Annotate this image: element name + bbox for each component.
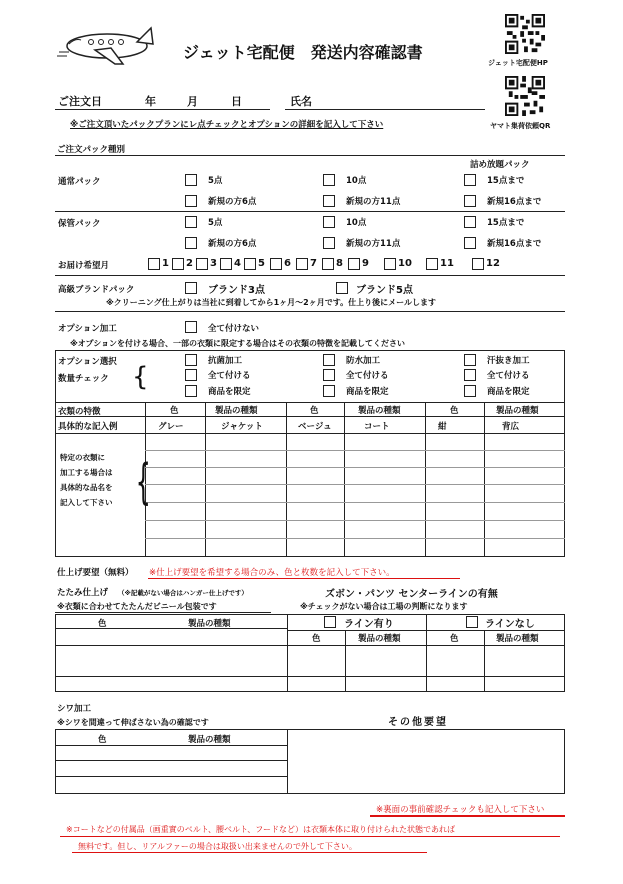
storage-new6-checkbox[interactable]: [185, 237, 197, 249]
month-12-label: 12: [486, 258, 500, 269]
example-color-2: 紺: [438, 422, 447, 432]
normal-pack-label: 通常パック: [58, 177, 101, 187]
month-2-checkbox[interactable]: [172, 258, 184, 270]
normal-new16-label: 新規16点まで: [487, 197, 542, 207]
pack-section-label: ご注文パック種別: [57, 145, 126, 155]
fold-note: ※衣類に合わせてたたんだビニール包装です: [57, 602, 217, 611]
normal-15-checkbox[interactable]: [464, 174, 476, 186]
option-2-all-checkbox[interactable]: [464, 369, 476, 381]
qr-code-yamato-icon: [505, 76, 545, 116]
storage-new11-checkbox[interactable]: [323, 237, 335, 249]
crease-note: ※チェックがない場合は工場の判断になります: [300, 602, 468, 611]
normal-new16-checkbox[interactable]: [464, 195, 476, 207]
finish-label: 仕上げ要望（無料）: [57, 568, 134, 578]
storage-15-label: 15点まで: [487, 218, 525, 228]
feature-color-header-2: 色: [450, 406, 459, 416]
qr1-caption: ジェット宅配便HP: [488, 59, 548, 67]
name-label: 氏名: [290, 95, 312, 108]
fold-color-header: 色: [98, 619, 107, 629]
fold-sub: （※記載がない場合はハンガー仕上げです）: [118, 589, 248, 597]
other-requests-title: その他要望: [388, 717, 448, 728]
month-12-checkbox[interactable]: [472, 258, 484, 270]
order-year: 年: [145, 95, 156, 108]
option-note: ※オプションを付ける場合、一部の衣類に限定する場合はその衣類の特徴を記載してください: [70, 339, 406, 348]
option-1-all-checkbox[interactable]: [323, 369, 335, 381]
qr2-caption: ヤマト集荷依頼QR: [490, 122, 551, 130]
option-none-checkbox[interactable]: [185, 321, 197, 333]
line-yes-color-header: 色: [312, 634, 321, 644]
option-0-name-label: 抗菌加工: [208, 356, 243, 366]
option-label: オプション加工: [58, 324, 117, 334]
order-day: 日: [231, 95, 242, 108]
example-type-0: ジャケット: [221, 422, 263, 432]
example-label: 具体的な記入例: [58, 422, 118, 432]
storage-new16-checkbox[interactable]: [464, 237, 476, 249]
wrinkle-color-header: 色: [98, 735, 107, 745]
crease-title: ズボン・パンツ センターラインの有無: [325, 589, 498, 600]
feature-label: 衣類の特徴: [58, 407, 101, 417]
storage-new6-label: 新規の方6点: [208, 239, 257, 249]
qty-check-label: 数量チェック: [58, 374, 109, 384]
storage-pack-label: 保管パック: [58, 219, 101, 229]
order-date-label: ご注文日: [58, 95, 102, 108]
line-no-color-header: 色: [450, 634, 459, 644]
month-8-label: 8: [336, 258, 343, 269]
feature-type-header-0: 製品の種類: [215, 406, 258, 416]
line-no-type-header: 製品の種類: [496, 634, 539, 644]
brace-icon: {: [132, 362, 149, 392]
normal-15-label: 15点まで: [487, 176, 525, 186]
example-type-2: 背広: [502, 422, 520, 432]
month-10-checkbox[interactable]: [384, 258, 396, 270]
brand-3-checkbox[interactable]: [185, 282, 197, 294]
option-1-limit-checkbox[interactable]: [323, 385, 335, 397]
month-1-label: 1: [162, 258, 169, 269]
airplane-logo-icon: [55, 22, 155, 66]
option-1-all-label: 全て付ける: [346, 371, 389, 381]
month-1-checkbox[interactable]: [148, 258, 160, 270]
line-yes-type-header: 製品の種類: [358, 634, 401, 644]
storage-5-checkbox[interactable]: [185, 216, 197, 228]
option-select-label: オプション選択: [58, 357, 117, 367]
option-none-label: 全て付けない: [208, 324, 260, 334]
delivery-month-label: お届け希望月: [58, 261, 110, 271]
line-no-checkbox[interactable]: [466, 616, 478, 628]
feature-type-header-2: 製品の種類: [496, 406, 539, 416]
month-11-checkbox[interactable]: [426, 258, 438, 270]
storage-5-label: 5点: [208, 218, 223, 228]
header-instruction: ※ご注文頂いたパックプランにレ点チェックとオプションの詳細を記入して下さい: [70, 120, 384, 130]
specify-line-2: 加工する場合は: [60, 468, 113, 477]
line-no-label: ラインなし: [485, 619, 535, 630]
wrinkle-note: ※シワを間違って伸ばさない為の確認です: [57, 718, 209, 727]
normal-new11-label: 新規の方11点: [346, 197, 401, 207]
option-0-limit-label: 商品を限定: [208, 387, 251, 397]
normal-new6-label: 新規の方6点: [208, 197, 257, 207]
option-2-all-label: 全て付ける: [487, 371, 530, 381]
option-0-all-checkbox[interactable]: [185, 369, 197, 381]
normal-5-checkbox[interactable]: [185, 174, 197, 186]
storage-new11-label: 新規の方11点: [346, 239, 401, 249]
option-2-limit-checkbox[interactable]: [464, 385, 476, 397]
feature-color-header-0: 色: [170, 406, 179, 416]
qr-code-hp-icon: [505, 14, 545, 54]
month-11-label: 11: [440, 258, 454, 269]
back-page-note: ※裏面の事前確認チェックも記入して下さい: [376, 805, 545, 815]
option-2-name-checkbox[interactable]: [464, 354, 476, 366]
feature-type-header-1: 製品の種類: [358, 406, 401, 416]
unlimited-pack-label: 詰め放題パック: [470, 160, 530, 170]
month-9-label: 9: [362, 258, 369, 269]
normal-5-label: 5点: [208, 176, 223, 186]
brand-pack-label: 高級ブランドパック: [58, 285, 135, 295]
order-month: 月: [187, 95, 198, 108]
month-6-checkbox[interactable]: [270, 258, 282, 270]
month-7-label: 7: [310, 258, 317, 269]
fold-label: たたみ仕上げ: [57, 588, 109, 598]
option-1-name-checkbox[interactable]: [323, 354, 335, 366]
month-10-label: 10: [398, 258, 412, 269]
normal-10-checkbox[interactable]: [323, 174, 335, 186]
storage-15-checkbox[interactable]: [464, 216, 476, 228]
specify-line-4: 記入して下さい: [60, 498, 113, 507]
brace-icon: {: [135, 454, 151, 510]
footer-note-1: ※コートなどの付属品（画重實のベルト、腰ベルト、フードなど）は衣類本体に取り付けられた状態であれば: [66, 825, 456, 834]
month-7-checkbox[interactable]: [296, 258, 308, 270]
month-2-label: 2: [186, 258, 193, 269]
month-4-checkbox[interactable]: [220, 258, 232, 270]
line-yes-checkbox[interactable]: [324, 616, 336, 628]
month-5-label: 5: [258, 258, 265, 269]
example-color-1: ベージュ: [298, 422, 332, 432]
page-title: ジェット宅配便 発送内容確認書: [183, 43, 423, 62]
option-2-name-label: 汗抜き加工: [487, 356, 530, 366]
example-type-1: コート: [364, 422, 390, 432]
storage-10-label: 10点: [346, 218, 367, 228]
example-color-0: グレー: [158, 422, 184, 432]
month-9-checkbox[interactable]: [348, 258, 360, 270]
option-1-name-label: 防水加工: [346, 356, 381, 366]
normal-10-label: 10点: [346, 176, 367, 186]
specify-line-1: 特定の衣類に: [60, 453, 105, 462]
option-0-all-label: 全て付ける: [208, 371, 251, 381]
footer-note-2: 無料です。但し、リアルファーの場合は取扱い出来ませんので外して下さい。: [78, 842, 357, 851]
month-8-checkbox[interactable]: [322, 258, 334, 270]
specify-line-3: 具体的な品名を: [60, 483, 113, 492]
option-0-name-checkbox[interactable]: [185, 354, 197, 366]
brand-5-label: ブランド5点: [356, 285, 413, 296]
month-3-checkbox[interactable]: [196, 258, 208, 270]
line-yes-label: ライン有り: [344, 619, 394, 630]
month-6-label: 6: [284, 258, 291, 269]
wrinkle-type-header: 製品の種類: [188, 735, 231, 745]
finish-note: ※仕上げ要望を希望する場合のみ、色と枚数を記入して下さい。: [149, 568, 395, 578]
brand-note: ※クリーニング仕上がりは当社に到着してから1ヶ月〜2ヶ月です。仕上り後にメールします: [106, 298, 436, 307]
brand-5-checkbox[interactable]: [336, 282, 348, 294]
month-5-checkbox[interactable]: [244, 258, 256, 270]
option-1-limit-label: 商品を限定: [346, 387, 389, 397]
brand-3-label: ブランド3点: [208, 285, 265, 296]
option-2-limit-label: 商品を限定: [487, 387, 530, 397]
fold-type-header: 製品の種類: [188, 619, 231, 629]
normal-new11-checkbox[interactable]: [323, 195, 335, 207]
storage-10-checkbox[interactable]: [323, 216, 335, 228]
normal-new6-checkbox[interactable]: [185, 195, 197, 207]
storage-new16-label: 新規16点まで: [487, 239, 542, 249]
wrinkle-label: シワ加工: [57, 704, 92, 714]
feature-color-header-1: 色: [310, 406, 319, 416]
month-4-label: 4: [234, 258, 241, 269]
option-0-limit-checkbox[interactable]: [185, 385, 197, 397]
other-requests-field[interactable]: [290, 733, 562, 791]
month-3-label: 3: [210, 258, 217, 269]
